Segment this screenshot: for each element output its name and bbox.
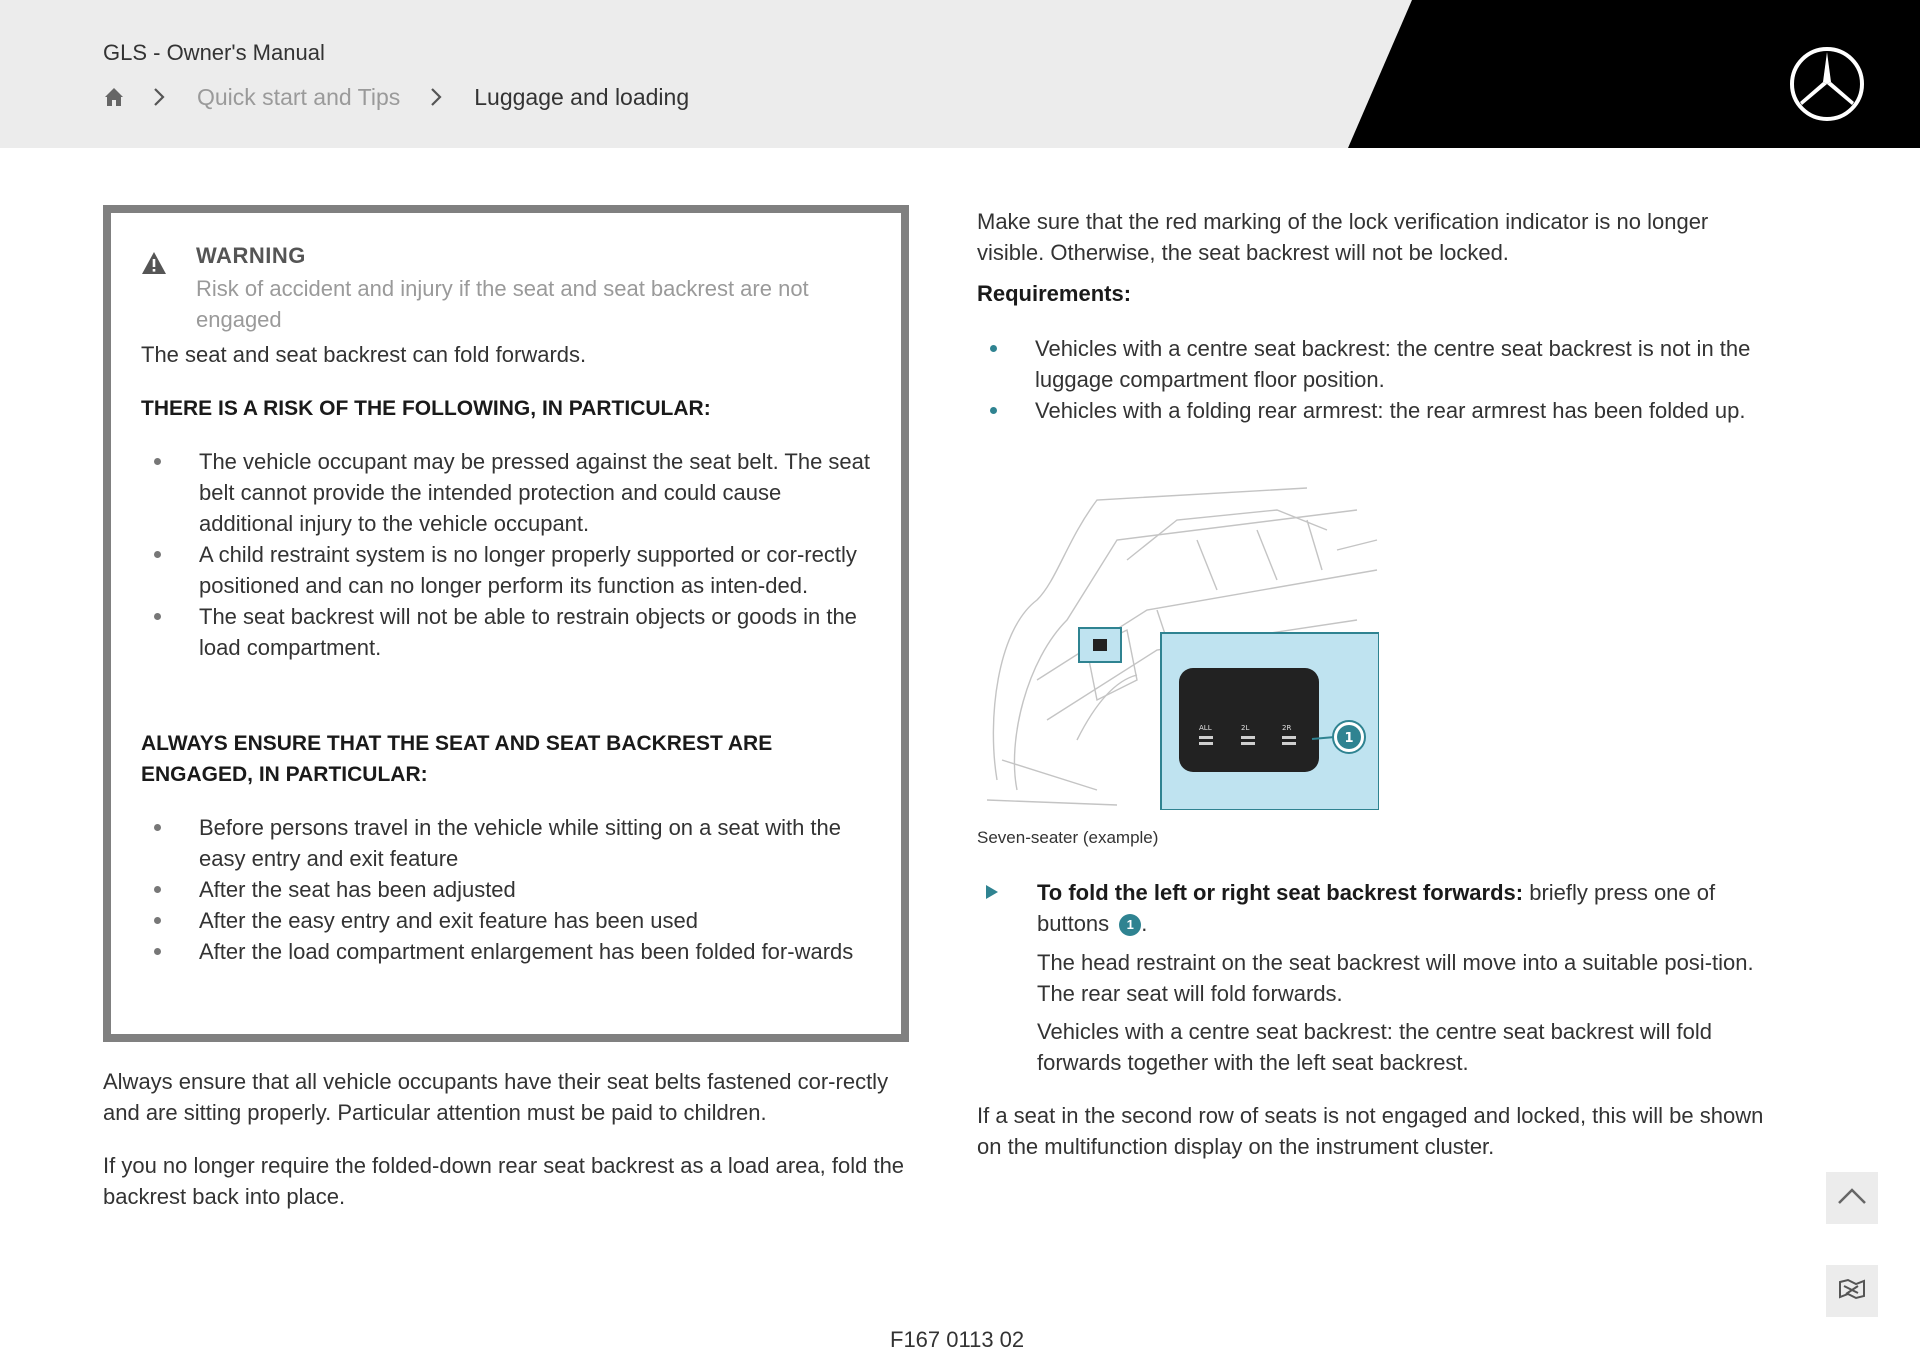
figure-caption: Seven-seater (example) [977,828,1159,847]
warning-intro: The seat and seat backrest can fold forwards. [141,342,587,367]
map-icon [1838,1278,1866,1305]
mercedes-star-logo[interactable] [1788,45,1866,123]
lock-note-paragraph: Make sure that the red marking of the lock verification indicator is no longer visible. Otherwise, the seat backrest will not be locked. [977,209,1709,265]
step-text: briefly press one of buttons [1037,880,1716,936]
list-item: The seat backrest will not be able to restrain objects or goods in the load compartment. [141,601,881,663]
manual-title: GLS - Owner's Manual [103,40,325,65]
map-button[interactable] [1826,1265,1878,1317]
button-number-badge: 1 [1119,914,1141,936]
step-result-2: Vehicles with a centre seat backrest: the centre seat backrest will fold forwards together with the left seat backrest. [1037,1019,1712,1075]
risk-list [141,446,881,663]
warning-subtitle: Risk of accident and injury if the seat and seat backrest are not engaged [196,276,809,332]
ensure-list [141,812,881,967]
callout-number: 1 [1344,731,1354,746]
button-label-2l: 2L [1241,724,1250,732]
seatbelt-paragraph: Always ensure that all vehicle occupants have their seat belts fastened cor-rectly and are sitting properly. Particular attention must be paid to children. [103,1069,889,1125]
scroll-to-top-button[interactable] [1826,1172,1878,1224]
list-item: Vehicles with a folding rear armrest: the rear armrest has been folded up. [977,395,1787,426]
risk-heading: THERE IS A RISK OF THE FOLLOWING, IN PARTICULAR: [141,397,711,420]
warning-triangle-icon [141,251,167,275]
warning-box [103,205,909,1042]
breadcrumb [103,82,689,112]
home-icon[interactable] [103,86,125,108]
button-label-2r: 2R [1282,724,1292,732]
chevron-up-icon [1837,1187,1867,1210]
warning-title: WARNING [196,243,306,268]
chevron-right-icon [430,86,444,108]
requirements-title: Requirements: [977,281,1132,306]
figure-code: F167 0113 02 [890,1327,1025,1352]
list-item: Vehicles with a centre seat backrest: the centre seat backrest is not in the luggage compartment floor position. [977,333,1787,395]
list-item: After the easy entry and exit feature has been used [141,905,881,936]
display-note-paragraph: If a seat in the second row of seats is not engaged and locked, this will be shown on the multifunction display on the instrument cluster. [977,1103,1764,1159]
luggage-compartment-illustration [977,480,1379,810]
fold-back-paragraph: If you no longer require the folded-down rear seat backrest as a load area, fold the backrest back into place. [103,1153,905,1209]
list-item: After the load compartment enlargement has been folded for-wards [141,936,881,967]
button-label-all: ALL [1199,724,1212,732]
breadcrumb-current: Luggage and loading [474,83,690,110]
list-item: After the seat has been adjusted [141,874,881,905]
ensure-heading: ALWAYS ENSURE THAT THE SEAT AND SEAT BACKREST ARE ENGAGED, IN PARTICULAR: [141,732,773,786]
breadcrumb-section-link[interactable]: Quick start and Tips [197,83,401,110]
list-item: Before persons travel in the vehicle while sitting on a seat with the easy entry and exit feature [141,812,881,874]
list-item: A child restraint system is no longer properly supported or cor-rectly positioned and can no longer perform its function as inten-ded. [141,539,881,601]
step-result-1: The head restraint on the seat backrest will move into a suitable posi-tion. The rear seat will fold forwards. [1037,950,1754,1006]
step-bold: To fold the left or right seat backrest forwards: [1037,880,1524,905]
fold-step: To fold the left or right seat backrest forwards: briefly press one of buttons 1 . [1037,880,1716,936]
list-item: The vehicle occupant may be pressed against the seat belt. The seat belt cannot provide the intended protection and could cause additional injury to the vehicle occupant. [141,446,881,539]
chevron-right-icon [153,86,167,108]
requirements-list [977,333,1787,426]
step-arrow-icon [986,885,998,899]
